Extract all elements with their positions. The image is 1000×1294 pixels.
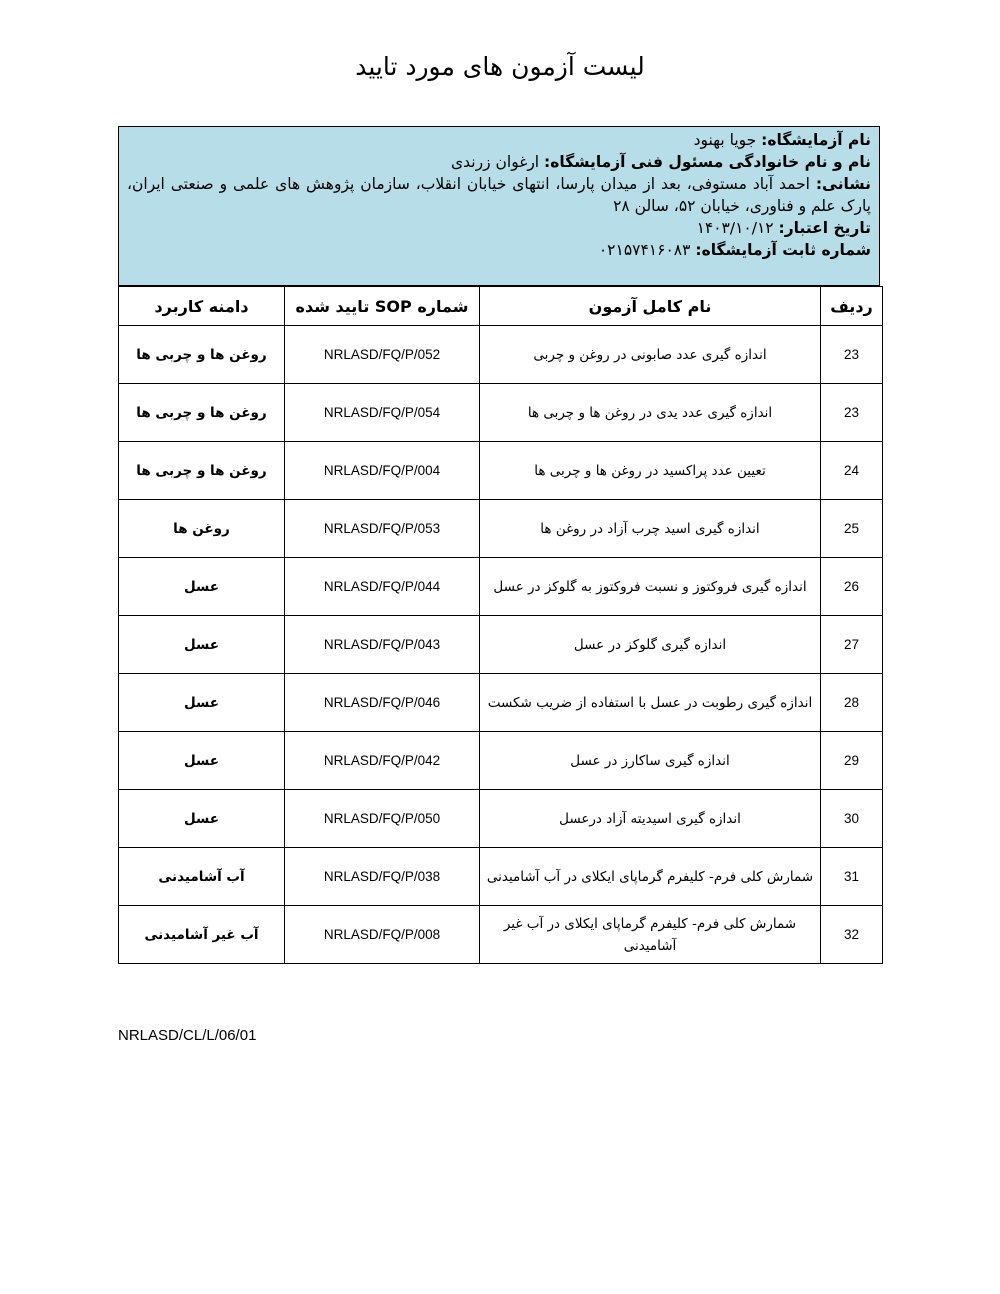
address-label: نشانی: bbox=[815, 175, 871, 193]
domain: عسل bbox=[119, 674, 285, 732]
phone-label: شماره ثابت آزمایشگاه: bbox=[695, 241, 871, 259]
table-row bbox=[119, 674, 883, 732]
sop-code: NRLASD/FQ/P/004 bbox=[285, 442, 480, 500]
table-row bbox=[119, 558, 883, 616]
test-name: شمارش کلی فرم- کلیفرم گرماپای ایکلای در آب غیر آشامیدنی bbox=[480, 906, 821, 964]
row-number: 27 bbox=[821, 616, 883, 674]
row-number: 23 bbox=[821, 326, 883, 384]
table-header-row bbox=[119, 287, 883, 326]
test-name: شمارش کلی فرم- کلیفرم گرماپای ایکلای در آب آشامیدنی bbox=[480, 848, 821, 906]
table-row bbox=[119, 906, 883, 964]
domain: عسل bbox=[119, 790, 285, 848]
row-number: 23 bbox=[821, 384, 883, 442]
row-number: 24 bbox=[821, 442, 883, 500]
table-row bbox=[119, 616, 883, 674]
sop-code: NRLASD/FQ/P/038 bbox=[285, 848, 480, 906]
test-name: اندازه گیری اسید چرب آزاد در روغن ها bbox=[480, 500, 821, 558]
table-row bbox=[119, 500, 883, 558]
header-domain: دامنه کاربرد bbox=[119, 287, 285, 326]
header-row-number: ردیف bbox=[821, 287, 883, 326]
manager-line bbox=[127, 151, 871, 173]
sop-code: NRLASD/FQ/P/046 bbox=[285, 674, 480, 732]
tests-table bbox=[118, 286, 883, 964]
row-number: 29 bbox=[821, 732, 883, 790]
domain: عسل bbox=[119, 616, 285, 674]
manager-label: نام و نام خانوادگی مسئول فنی آزمایشگاه: bbox=[544, 153, 871, 171]
manager-value: ارغوان زرندی bbox=[451, 153, 540, 171]
header-test-name: نام کامل آزمون bbox=[480, 287, 821, 326]
lab-name-line bbox=[127, 129, 871, 151]
domain: روغن ها و چربی ها bbox=[119, 326, 285, 384]
table-row bbox=[119, 384, 883, 442]
domain: آب آشامیدنی bbox=[119, 848, 285, 906]
lab-name-label: نام آزمایشگاه: bbox=[761, 131, 871, 149]
validity-value: ۱۴۰۳/۱۰/۱۲ bbox=[696, 219, 774, 237]
validity-line bbox=[127, 217, 871, 239]
lab-name-value: جویا بهنود bbox=[693, 131, 757, 149]
sop-code: NRLASD/FQ/P/044 bbox=[285, 558, 480, 616]
sop-code: NRLASD/FQ/P/052 bbox=[285, 326, 480, 384]
address-line bbox=[127, 173, 871, 217]
table-row bbox=[119, 326, 883, 384]
domain: عسل bbox=[119, 732, 285, 790]
test-name: اندازه گیری عدد یدی در روغن ها و چربی ها bbox=[480, 384, 821, 442]
table-row bbox=[119, 790, 883, 848]
sop-code: NRLASD/FQ/P/008 bbox=[285, 906, 480, 964]
table-row bbox=[119, 732, 883, 790]
document-code: NRLASD/CL/L/06/01 bbox=[118, 1027, 257, 1044]
row-number: 32 bbox=[821, 906, 883, 964]
domain: روغن ها و چربی ها bbox=[119, 442, 285, 500]
test-name: اندازه گیری اسیدیته آزاد درعسل bbox=[480, 790, 821, 848]
domain: روغن ها و چربی ها bbox=[119, 384, 285, 442]
row-number: 28 bbox=[821, 674, 883, 732]
test-name: اندازه گیری رطوبت در عسل با استفاده از ضریب شکست bbox=[480, 674, 821, 732]
domain: آب غیر آشامیدنی bbox=[119, 906, 285, 964]
row-number: 30 bbox=[821, 790, 883, 848]
row-number: 25 bbox=[821, 500, 883, 558]
test-name: اندازه گیری عدد صابونی در روغن و چربی bbox=[480, 326, 821, 384]
table-row bbox=[119, 848, 883, 906]
test-name: اندازه گیری ساکارز در عسل bbox=[480, 732, 821, 790]
address-value: احمد آباد مستوفی، بعد از میدان پارسا، انتهای خیابان انقلاب، سازمان پژوهش های علمی و صنعتی ایران، پارک علم و فناوری، خیابان ۵۲، سالن ۲۸ bbox=[127, 175, 871, 215]
test-name: اندازه گیری گلوکز در عسل bbox=[480, 616, 821, 674]
domain: روغن ها bbox=[119, 500, 285, 558]
row-number: 26 bbox=[821, 558, 883, 616]
test-name: اندازه گیری فروکتوز و نسبت فروکتوز به گلوکز در عسل bbox=[480, 558, 821, 616]
sop-code: NRLASD/FQ/P/054 bbox=[285, 384, 480, 442]
header-sop: شماره SOP تایید شده bbox=[285, 287, 480, 326]
phone-line bbox=[127, 239, 871, 261]
sop-code: NRLASD/FQ/P/050 bbox=[285, 790, 480, 848]
test-name: تعیین عدد پراکسید در روغن ها و چربی ها bbox=[480, 442, 821, 500]
domain: عسل bbox=[119, 558, 285, 616]
lab-info-box bbox=[118, 126, 880, 286]
page-title: لیست آزمون های مورد تایید bbox=[355, 52, 645, 81]
phone-value: ۰۲۱۵۷۴۱۶۰۸۳ bbox=[598, 241, 691, 259]
sop-code: NRLASD/FQ/P/042 bbox=[285, 732, 480, 790]
sop-code: NRLASD/FQ/P/043 bbox=[285, 616, 480, 674]
row-number: 31 bbox=[821, 848, 883, 906]
validity-label: تاریخ اعتبار: bbox=[778, 219, 871, 237]
sop-code: NRLASD/FQ/P/053 bbox=[285, 500, 480, 558]
table-row bbox=[119, 442, 883, 500]
